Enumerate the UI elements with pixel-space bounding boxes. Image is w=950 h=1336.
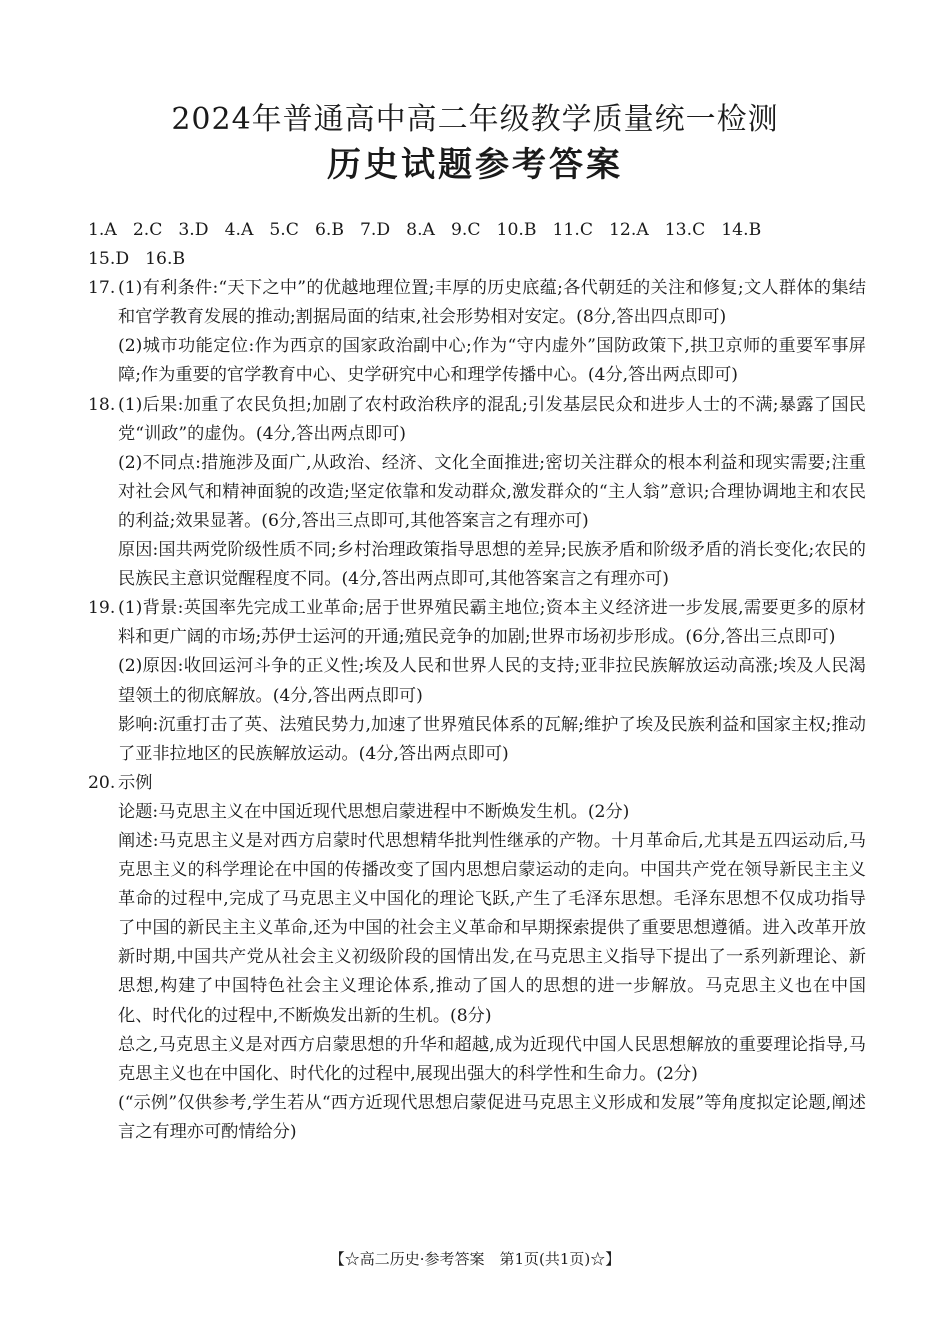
answer-paragraph: 影响:沉重打击了英、法殖民势力,加速了世界殖民体系的瓦解;维护了埃及民族利益和国家主权;推动了亚非拉地区的民族解放运动。(4分,答出两点即可) [118, 714, 866, 764]
mc-answer: 8.A [406, 220, 435, 240]
page-footer: 【☆高二历史·参考答案 第1页(共1页)☆】 [329, 1250, 621, 1268]
mc-answer: 10.B [496, 220, 537, 240]
question-number: 17. [88, 278, 116, 299]
document-title: 历史试题参考答案 [327, 145, 623, 185]
mc-answer: 1.A [88, 220, 117, 240]
multiple-choice-answers-row-1 [88, 216, 866, 245]
answer-paragraph: (2)城市功能定位:作为西京的国家政治副中心;作为“守内虚外”国防政策下,拱卫京师的重要军事屏障;作为重要的官学教育中心、史学研究中心和理学传播中心。(4分,答出两点即可) [118, 336, 866, 386]
question-number: 20. [88, 772, 116, 793]
mc-answer: 6.B [314, 220, 344, 240]
answer-paragraph: (1)背景:英国率先完成工业革命;居于世界殖民霸主地位;资本主义经济进一步发展,需要更多的原材料和更广阔的市场;苏伊士运河的开通;殖民竞争的加剧;世界市场初步形成。(6分,答出三点即可) [118, 598, 866, 648]
mc-answer: 3.D [178, 220, 209, 240]
answer-note: (“示例”仅供参考,学生若从“西方近现代思想启蒙促进马克思主义形成和发展”等角度拟定论题,阐述言之有理亦可酌情给分) [118, 1092, 866, 1142]
question-number: 19. [88, 598, 116, 619]
answer-content [88, 216, 866, 1147]
question-number: 18. [88, 394, 116, 415]
mc-answer: 12.A [609, 220, 649, 240]
mc-answer: 2.C [132, 220, 163, 240]
question-17 [88, 274, 866, 390]
answer-paragraph: (1)有利条件:“天下之中”的优越地理位置;丰厚的历史底蕴;各代朝廷的关注和修复;文人群体的集结和官学教育发展的推动;割据局面的结束,社会形势相对安定。(8分,答出四点即可) [118, 278, 866, 328]
answer-paragraph: (1)后果:加重了农民负担;加剧了农村政治秩序的混乱;引发基层民众和进步人士的不满;暴露了国民党“训政”的虚伪。(4分,答出两点即可) [118, 394, 866, 444]
question-18 [88, 391, 866, 595]
mc-answer: 4.A [224, 220, 254, 240]
mc-answer: 15.D [88, 249, 130, 270]
answer-paragraph: 论题:马克思主义在中国近现代思想启蒙进程中不断焕发生机。(2分) [118, 801, 630, 822]
question-20 [88, 769, 866, 1147]
mc-answer: 11.C [552, 220, 593, 240]
answer-paragraph: 阐述:马克思主义是对西方启蒙时代思想精华批判性继承的产物。十月革命后,尤其是五四运动后,马克思主义的科学理论在中国的传播改变了国内思想启蒙运动的走向。中国共产党在领导新民主主义革命的过程中,完成了马克思主义中国化的理论飞跃,产生了毛泽东思想。毛泽东思想不仅成功指导了中国的新民主主义革命,还为中国的社会主义革命和早期探索提供了重要思想遵循。进入改革开放新时期,中国共产党从社会主义初级阶段的国情出发,在马克思主义指导下提出了一系列新理论、新思想,构建了中国特色社会主义理论体系,推动了国人的思想的进一步解放。马克思主义也在中国化、时代化的过程中,不断焕发出新的生机。(8分) [118, 830, 866, 1026]
exam-title: 2024年普通高中高二年级教学质量统一检测 [171, 102, 779, 137]
mc-answer: 13.C [664, 220, 706, 240]
answer-paragraph: 原因:国共两党阶级性质不同;乡村治理政策指导思想的差异;民族矛盾和阶级矛盾的消长变化;农民的民族民主意识觉醒程度不同。(4分,答出两点即可,其他答案言之有理亦可) [118, 540, 866, 590]
mc-answer: 5.C [269, 220, 299, 240]
question-19 [88, 594, 866, 769]
answer-label: 示例 [118, 772, 153, 793]
answer-paragraph: (2)不同点:措施涉及面广,从政治、经济、文化全面推进;密切关注群众的根本利益和现实需要;注重对社会风气和精神面貌的改造;坚定依靠和发动群众,激发群众的“主人翁”意识;合理协调地主和农民的利益;效果显著。(6分,答出三点即可,其他答案言之有理亦可) [118, 452, 866, 531]
mc-answer: 16.B [145, 249, 186, 270]
multiple-choice-answers-row-2 [88, 245, 866, 274]
mc-answer: 14.B [721, 220, 762, 240]
answer-paragraph: (2)原因:收回运河斗争的正义性;埃及人民和世界人民的支持;亚非拉民族解放运动高涨;埃及人民渴望领土的彻底解放。(4分,答出两点即可) [118, 656, 866, 706]
mc-answer: 9.C [450, 220, 481, 240]
mc-answer: 7.D [359, 220, 391, 240]
answer-paragraph: 总之,马克思主义是对西方启蒙思想的升华和超越,成为近现代中国人民思想解放的重要理论指导,马克思主义也在中国化、时代化的过程中,展现出强大的科学性和生命力。(2分) [118, 1034, 866, 1084]
